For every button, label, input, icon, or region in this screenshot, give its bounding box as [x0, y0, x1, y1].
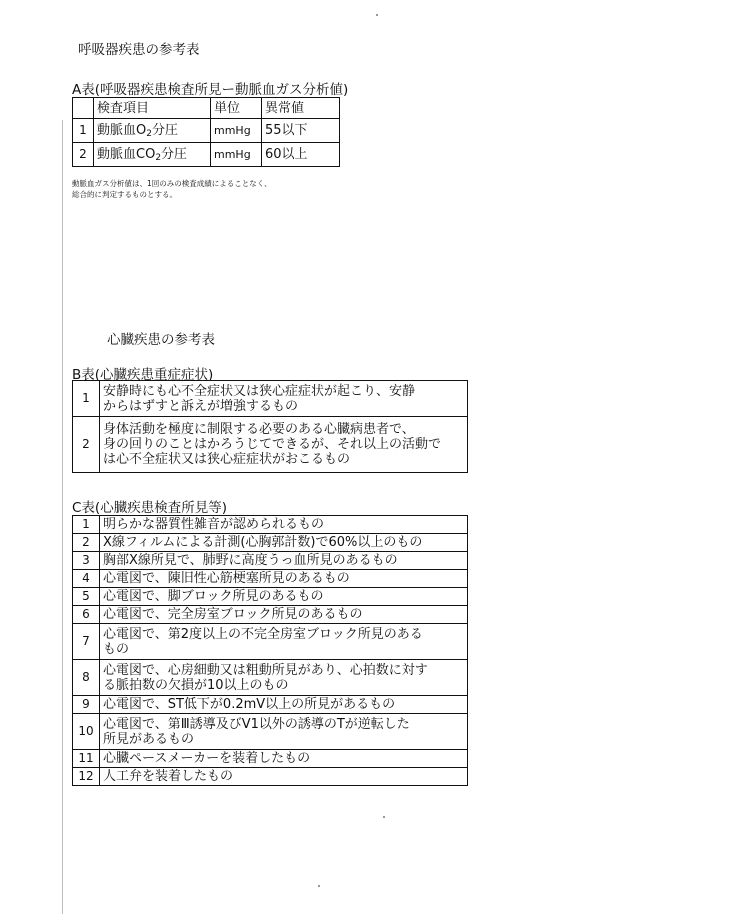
table-row: [73, 143, 340, 167]
row-value: 55以下: [262, 119, 340, 143]
table-row: [73, 750, 468, 768]
row-item: 動脈血$O_2$分圧: [94, 119, 211, 143]
row-text: 心電図で、心房細動又は粗動所見があり、心拍数に対す る脈拍数の欠損が10以上のもの: [100, 660, 468, 696]
table-b: [72, 380, 468, 473]
table-row: [73, 660, 468, 696]
row-text: 心電図で、脚ブロック所見のあるもの: [100, 588, 468, 606]
row-text: 身体活動を極度に制限する必要のある心臓病患者で、 身の回りのことはかろうじてできるが、それ以上の活動で は心不全症状又は狭心症症状がおこるもの: [100, 417, 468, 473]
row-number: 6: [73, 606, 100, 624]
heart-title: 心臓疾患の参考表: [107, 332, 215, 348]
row-number: 1: [73, 381, 100, 417]
table-a-caption: A表(呼吸器疾患検査所見ー動脈血ガス分析値): [72, 82, 349, 98]
table-b-caption: B表(心臓疾患重症症状): [72, 367, 214, 383]
table-a-header-blank: [73, 98, 94, 119]
row-number: 4: [73, 570, 100, 588]
table-row: [73, 624, 468, 660]
row-number: 2: [73, 143, 94, 167]
row-number: 3: [73, 552, 100, 570]
row-number: 2: [73, 534, 100, 552]
table-c: [72, 515, 468, 786]
row-text: X線フィルムによる計測(心胸郭計数)で60%以上のもの: [100, 534, 468, 552]
table-row: [73, 381, 468, 417]
table-a-header-value: 異常値: [262, 98, 340, 119]
scan-speck: [376, 14, 378, 16]
table-c-caption: C表(心臓疾患検査所見等): [72, 500, 227, 516]
table-a: [72, 97, 340, 167]
row-number: 12: [73, 768, 100, 786]
row-unit: mmHg: [211, 143, 262, 167]
table-row: [73, 552, 468, 570]
row-number: 8: [73, 660, 100, 696]
table-a-header-unit: 単位: [211, 98, 262, 119]
row-text: 心電図で、完全房室ブロック所見のあるもの: [100, 606, 468, 624]
row-number: 1: [73, 119, 94, 143]
row-text: 心電図で、陳旧性心筋梗塞所見のあるもの: [100, 570, 468, 588]
row-number: 11: [73, 750, 100, 768]
row-text: 胸部X線所見で、肺野に高度うっ血所見のあるもの: [100, 552, 468, 570]
table-row: [73, 534, 468, 552]
scan-speck: [383, 816, 385, 818]
row-number: 5: [73, 588, 100, 606]
row-text: 明らかな器質性雑音が認められるもの: [100, 516, 468, 534]
table-row: [73, 768, 468, 786]
scan-speck: [318, 885, 320, 887]
row-number: 2: [73, 417, 100, 473]
table-row: [73, 570, 468, 588]
note-line: 総合的に判定するものとする。: [72, 190, 177, 199]
row-text: 心臓ペースメーカーを装着したもの: [100, 750, 468, 768]
row-text: 心電図で、第Ⅲ誘導及びV1以外の誘導のTが逆転した 所見があるもの: [100, 714, 468, 750]
row-item: 動脈血$CO_2$分圧: [94, 143, 211, 167]
row-number: 10: [73, 714, 100, 750]
row-text: 安静時にも心不全症状又は狭心症症状が起こり、安静 からはずすと訴えが増強するもの: [100, 381, 468, 417]
table-row: [73, 516, 468, 534]
respiratory-title: 呼吸器疾患の参考表: [78, 42, 200, 58]
row-unit: mmHg: [211, 119, 262, 143]
table-row: [73, 588, 468, 606]
row-text: 人工弁を装着したもの: [100, 768, 468, 786]
table-row: [73, 417, 468, 473]
table-a-header-item: 検査項目: [94, 98, 211, 119]
table-row: [73, 119, 340, 143]
row-text: 心電図で、ST低下が0.2mV以上の所見があるもの: [100, 696, 468, 714]
row-text: 心電図で、第2度以上の不完全房室ブロック所見のある もの: [100, 624, 468, 660]
row-number: 9: [73, 696, 100, 714]
table-row: [73, 606, 468, 624]
blood-gas-note: [72, 178, 272, 200]
table-row: [73, 696, 468, 714]
page-edge-line: [62, 120, 63, 914]
row-number: 1: [73, 516, 100, 534]
row-value: 60以上: [262, 143, 340, 167]
note-line: 動脈血ガス分析値は、1回のみの検査成績によることなく、: [72, 179, 272, 188]
row-number: 7: [73, 624, 100, 660]
table-row: [73, 714, 468, 750]
